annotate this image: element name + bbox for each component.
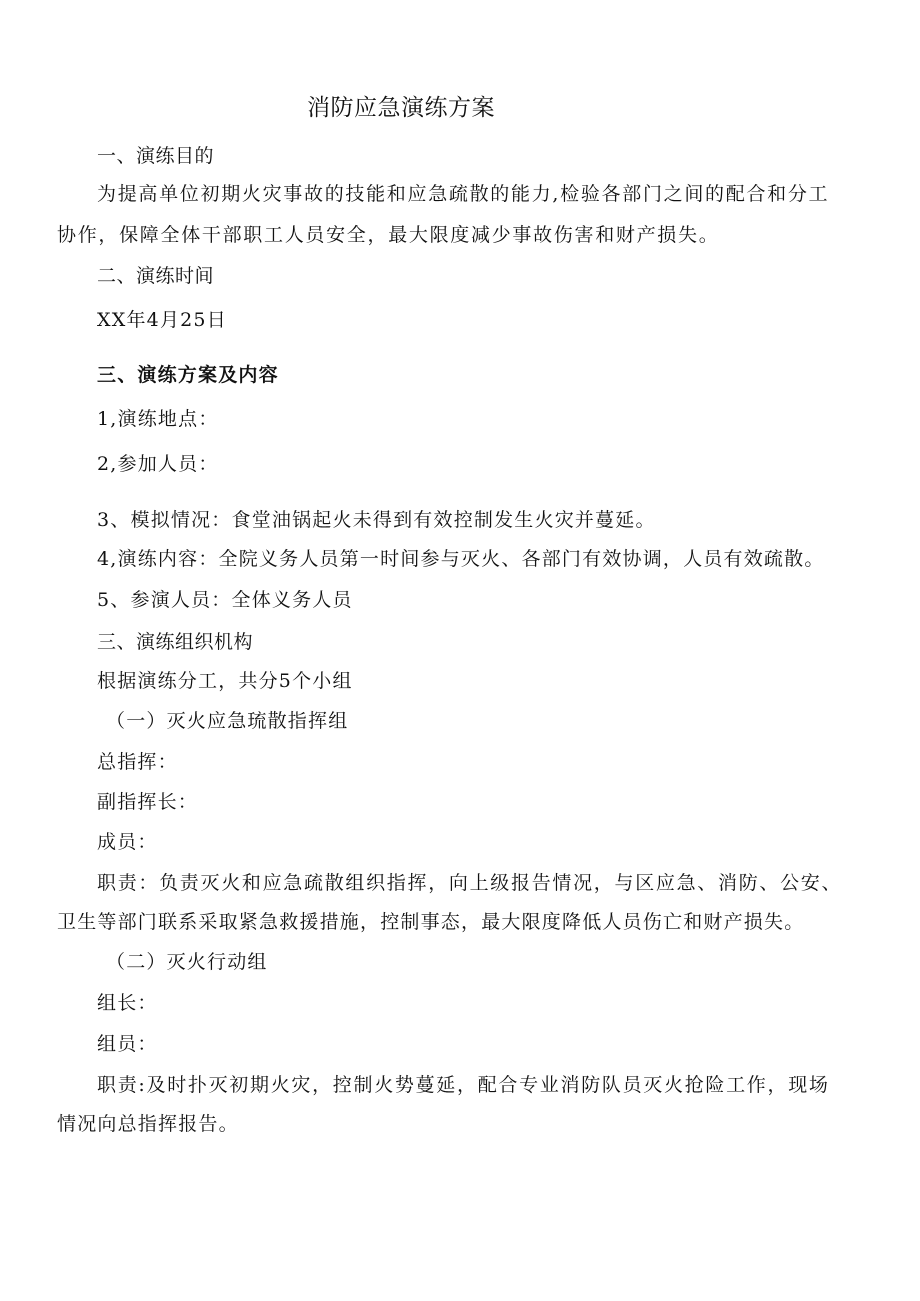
group1-duty-line1: 职责：负责灭火和应急疏散组织指挥，向上级报告情况，与区应急、消防、公安、 — [97, 872, 843, 894]
group1-commander-label: 总指挥： — [97, 751, 178, 773]
section1-paragraph-line2: 协作，保障全体干部职工人员安全，最大限度减少事故伤害和财产损失。 — [57, 224, 720, 246]
section1-paragraph-line1: 为提高单位初期火灾事故的技能和应急疏散的能力,检验各部门之间的配合和分工 — [97, 183, 830, 205]
section3-item: 3、模拟情况：食堂油锅起火未得到有效控制发生火灾并蔓延。 — [97, 509, 656, 531]
section2-date: XX年4月25日 — [97, 309, 227, 331]
section2-heading: 二、演练时间 — [97, 265, 215, 287]
section3-item: 1,演练地点： — [97, 408, 219, 430]
section3-item: 5、参演人员：全体义务人员 — [97, 589, 353, 611]
group2-title: （二）灭火行动组 — [106, 951, 268, 973]
section3-item: 4,演练内容：全院义务人员第一时间参与灭火、各部门有效协调，人员有效疏散。 — [97, 548, 825, 570]
document-title: 消防应急演练方案 — [307, 95, 495, 121]
section3-heading: 三、演练方案及内容 — [97, 364, 279, 386]
group2-members-label: 组员： — [97, 1033, 158, 1055]
section1-heading: 一、演练目的 — [97, 145, 215, 167]
section3-item: 2,参加人员： — [97, 453, 219, 475]
group1-members-label: 成员： — [97, 831, 158, 853]
section4-intro: 根据演练分工，共分5个小组 — [97, 670, 353, 692]
section4-heading: 三、演练组织机构 — [97, 631, 254, 653]
group1-title: （一）灭火应急琉散指挥组 — [106, 710, 349, 732]
group2-duty-line2: 情况向总指挥报告。 — [57, 1113, 239, 1135]
group2-duty-line1: 职责:及时扑灭初期火灾，控制火势蔓延，配合专业消防队员灭火抢险工作，现场 — [97, 1074, 830, 1096]
group2-leader-label: 组长： — [97, 992, 158, 1014]
group1-duty-line2: 卫生等部门联系采取紧急救援措施，控制事态，最大限度降低人员伤亡和财产损失。 — [57, 911, 805, 933]
group1-deputy-label: 副指挥长： — [97, 791, 199, 813]
